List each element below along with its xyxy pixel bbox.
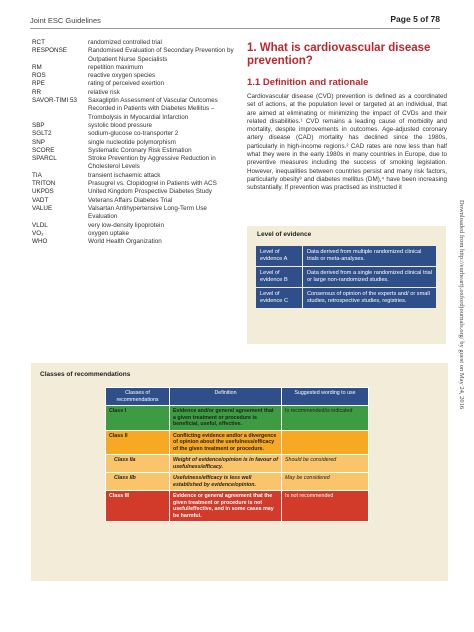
evidence-row xyxy=(256,267,436,287)
abbreviation-row xyxy=(32,64,237,72)
abbreviation-definition: Veterans Affairs Diabetes Trial xyxy=(88,196,173,204)
evidence-description: Consensus of opinion of the experts and/ or small studies, retrospective studies, registries. xyxy=(303,288,436,308)
abbreviation-term: ROS xyxy=(32,72,46,80)
class-wording xyxy=(282,430,369,455)
class-wording: May be considered xyxy=(282,473,369,491)
abbreviation-row xyxy=(32,222,237,230)
page-number: Page 5 of 78 xyxy=(390,14,440,24)
abbreviation-definition: single nucleotide polymorphism xyxy=(88,138,176,146)
level-of-evidence-label: Level of evidence xyxy=(257,231,312,238)
abbreviation-term: SBP xyxy=(32,121,45,129)
class-row xyxy=(106,491,369,522)
class-row xyxy=(106,455,369,473)
abbreviation-term: SCORE xyxy=(32,146,55,154)
abbreviation-row xyxy=(32,180,237,188)
abbreviation-term: TIA xyxy=(32,171,42,179)
abbreviation-definition: World Health Organization xyxy=(88,238,162,246)
abbreviation-list xyxy=(32,39,237,246)
abbreviation-term: RPE xyxy=(32,80,45,88)
abbreviation-definition: United Kingdom Prospective Diabetes Study xyxy=(88,188,212,196)
abbreviation-row xyxy=(32,89,237,97)
class-name: Class I xyxy=(106,406,170,431)
abbreviation-term: SPARCL xyxy=(32,155,57,163)
abbreviation-term: RR xyxy=(32,88,42,96)
abbreviation-row xyxy=(32,147,237,155)
abbreviation-row xyxy=(32,39,237,47)
abbreviation-term: RESPONSE xyxy=(32,47,67,55)
level-of-evidence-table xyxy=(256,246,436,309)
abbreviation-term: RCT xyxy=(32,39,45,46)
evidence-description: Data derived from multiple randomized clinical trials or meta-analyses. xyxy=(303,246,436,266)
classes-of-recommendations-box xyxy=(31,363,448,581)
classes-label: Classes of recommendations xyxy=(40,371,131,378)
body-paragraph: Cardiovascular disease (CVD) prevention is defined as a coordinated set of actions, at the population level or targeted at an individual, that are aimed at eliminating or minimizing the impact of CVDs and their related disabilities.¹ CVD remains a leading cause of morbidity and mortality, despite improvements in outcomes. Age-adjusted coronary artery disease (CAD) mortality has declined since the 1980s, particularly in high-income regions.² CAD rates are now less than half what they were in the early 1980s in many countries in Europe, due to preventive measures including the success of smoking legislation. However, inequalities between countries persist and many risk factors, particularly obesity³ and diabetes mellitus (DM),⁴ have been increasing substantially. If prevention was practised as instructed it xyxy=(247,93,447,192)
abbreviation-row xyxy=(32,155,237,172)
subsection-title: 1.1 Definition and rationale xyxy=(247,77,369,88)
level-of-evidence-box xyxy=(247,226,446,344)
abbreviation-definition: Valsartan Antihypertensive Long-Term Use Evaluation xyxy=(88,204,207,221)
evidence-row xyxy=(256,288,436,308)
header-definition: Definition xyxy=(170,388,282,406)
abbreviation-row xyxy=(32,97,237,122)
class-name: Class IIa xyxy=(106,455,170,473)
abbreviation-row xyxy=(32,139,237,147)
download-note-text: Downloaded from http://eurheartj.oxfordjournals.org/ by guest on May 24, 2016 xyxy=(458,200,465,410)
class-wording: Is not recommended xyxy=(282,491,369,522)
abbreviation-term: WHO xyxy=(32,238,48,246)
class-name: Class III xyxy=(106,491,170,522)
section-title: 1. What is cardiovascular disease prevention? xyxy=(247,42,431,67)
abbreviation-row xyxy=(32,130,237,138)
journal-name: Joint ESC Guidelines xyxy=(30,16,101,25)
class-definition: Conflicting evidence and/or a divergence of opinion about the usefulness/efficacy of the given treatment or procedure. xyxy=(170,430,282,455)
download-note xyxy=(455,200,467,580)
evidence-row xyxy=(256,246,436,266)
abbreviation-definition: Stroke Prevention by Aggressive Reduction in Cholesterol Levels xyxy=(88,155,216,171)
abbreviation-row xyxy=(32,197,237,205)
abbreviation-term: SNP xyxy=(32,138,45,146)
abbreviation-definition: Prasugrel vs. Clopidogrel in Patients with ACS xyxy=(88,180,217,188)
class-definition: Usefulness/efficacy is less well established by evidence/opinion. xyxy=(170,473,282,491)
abbreviation-definition: randomized controlled trial xyxy=(88,39,162,46)
evidence-level: Level of evidence B xyxy=(256,267,302,287)
abbreviation-term: TRITON xyxy=(32,180,56,188)
abbreviation-definition: very low-density lipoprotein xyxy=(88,221,164,229)
abbreviation-definition: reactive oxygen species xyxy=(88,72,156,80)
evidence-description: Data derived from a single randomized clinical trial or large non-randomized studies. xyxy=(303,267,436,287)
abbreviation-definition: rating of perceived exertion xyxy=(88,80,164,88)
abbreviation-definition: sodium-glucose co-transporter 2 xyxy=(88,130,179,138)
page-header xyxy=(30,14,440,29)
abbreviation-row xyxy=(32,72,237,80)
abbreviation-row xyxy=(32,230,237,238)
class-row xyxy=(106,406,369,431)
abbreviation-row xyxy=(32,80,237,88)
abbreviation-term: SGLT2 xyxy=(32,130,52,138)
class-definition: Evidence and/or general agreement that a given treatment or procedure is beneficial, useful, effective. xyxy=(170,406,282,431)
evidence-level: Level of evidence C xyxy=(256,288,302,308)
abbreviation-definition: transient ischaemic attack xyxy=(88,171,161,179)
abbreviation-term: UKPDS xyxy=(32,188,54,196)
abbreviation-definition: systolic blood pressure xyxy=(88,121,153,129)
abbreviation-definition: Randomised Evaluation of Secondary Prevention by Outpatient Nurse Specialists xyxy=(88,47,234,63)
class-definition: Weight of evidence/opinion is in favour of usefulness/efficacy. xyxy=(170,455,282,473)
abbreviation-row xyxy=(32,205,237,222)
class-definition: Evidence or general agreement that the given treatment or procedure is not useful/effective, and in some cases may be harmful. xyxy=(170,491,282,522)
abbreviation-term: VO₂ xyxy=(32,229,44,237)
class-row xyxy=(106,473,369,491)
abbreviation-row xyxy=(32,188,237,196)
abbreviation-term: SAVOR-TIMI 53 xyxy=(32,97,78,105)
abbreviation-definition: oxygen uptake xyxy=(88,229,129,237)
abbreviation-term: VALUE xyxy=(32,204,53,212)
abbreviation-row xyxy=(32,47,237,64)
classes-table xyxy=(105,387,369,522)
abbreviation-row xyxy=(32,122,237,130)
class-wording: Is recommended/is indicated xyxy=(282,406,369,431)
header-classes: Classes of recommendations xyxy=(106,388,170,406)
abbreviation-definition: repetition maximum xyxy=(88,63,143,71)
header-wording: Suggested wording to use xyxy=(282,388,369,406)
class-row xyxy=(106,430,369,455)
abbreviation-definition: Saxagliptin Assessment of Vascular Outcomes Recorded in Patients with Diabetes Mellitus – Trombolysis in Myocardial Infarction xyxy=(88,97,218,121)
abbreviation-row xyxy=(32,172,237,180)
abbreviation-term: VLDL xyxy=(32,221,48,229)
abbreviation-row xyxy=(32,238,237,246)
abbreviation-term: VADT xyxy=(32,196,49,204)
abbreviation-term: RM xyxy=(32,63,42,71)
evidence-level: Level of evidence A xyxy=(256,246,302,266)
abbreviation-definition: Systematic Coronary Risk Estimation xyxy=(88,146,192,154)
abbreviation-definition: relative risk xyxy=(88,88,120,96)
class-wording: Should be considered xyxy=(282,455,369,473)
class-name: Class IIb xyxy=(106,473,170,491)
class-name: Class II xyxy=(106,430,170,455)
